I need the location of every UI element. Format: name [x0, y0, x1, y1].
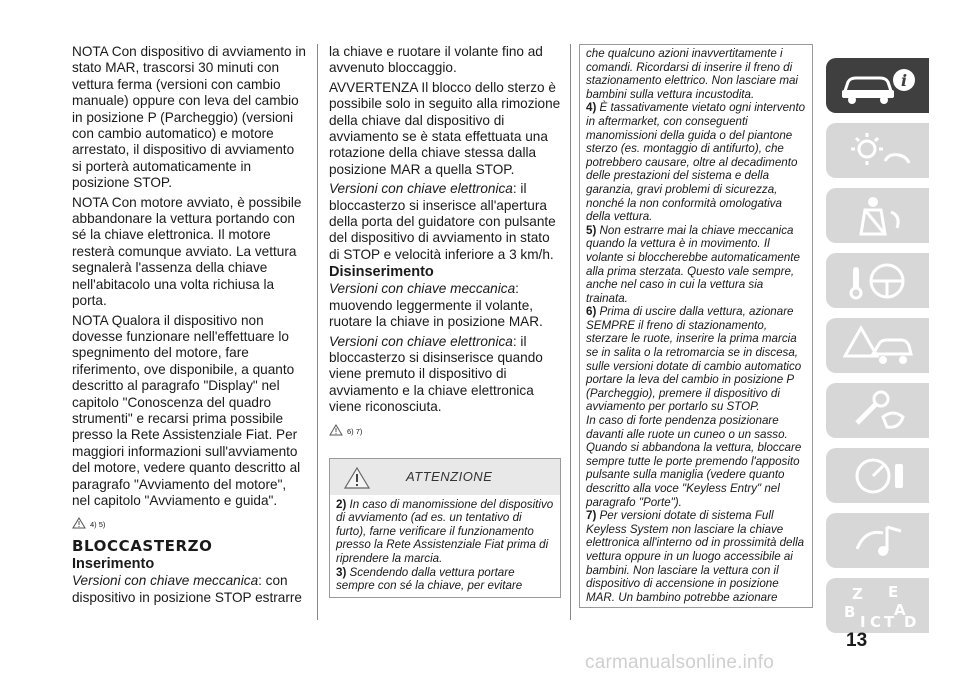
- svg-text:i: i: [900, 70, 907, 90]
- chapter-tabs: [826, 58, 929, 643]
- svg-text:D: D: [903, 612, 916, 631]
- svg-text:Z: Z: [851, 584, 863, 603]
- variant-label: Versioni con chiave meccanica: [72, 573, 259, 589]
- note-paragraph: NOTA Qualora il dispositivo non dovesse funzionare nell'effettuare lo spegnimento del motore, fare riferimento, ove disponibile, a quanto descritto al paragrafo "Display" nel capitolo "Conoscenza del quadro strumenti" e recarsi prima possibile presso la Rete Assistenziale Fiat. Per maggiori informazioni sull'avviamento del motore, vedere quanto descritto al paragrafo "Avviamento del motore", nel capitolo "Avviamento e guida".: [72, 312, 301, 508]
- steering-wheel-key-icon: [843, 259, 913, 303]
- note-number: 5): [586, 223, 597, 237]
- column-divider: [570, 44, 571, 620]
- note-number: 6): [586, 305, 597, 319]
- variant-label: Versioni con chiave elettronica: [329, 181, 513, 197]
- tab-safety[interactable]: [826, 188, 929, 243]
- specs-gauge-icon: [843, 454, 913, 498]
- refs-text: 6) 7): [347, 426, 363, 436]
- body-paragraph: la chiave e ruotare il volante fino ad avvenuto bloccaggio.: [329, 44, 543, 76]
- media-music-icon: [843, 519, 913, 563]
- alphabet-index-icon: [838, 581, 918, 631]
- note-text: Scendendo dalla vettura portare sempre con sé la chiave, per evitare: [336, 565, 523, 593]
- text-column-3: [579, 44, 813, 608]
- tab-car-info[interactable]: [826, 58, 929, 113]
- tab-specs[interactable]: [826, 448, 929, 503]
- svg-text:I: I: [859, 612, 866, 631]
- warning-triangle-icon: [344, 467, 370, 489]
- subheading: Inserimento: [72, 556, 155, 573]
- note-number: 2): [336, 497, 347, 511]
- body-text: : muovendo leggermente il volante, ruotare la chiave in posizione MAR.: [329, 281, 543, 330]
- svg-text:T: T: [883, 612, 894, 631]
- note-text: Prima di uscire dalla vettura, azionare SEMPRE il freno di stazionamento, sterzare le ruote, inserire la prima marcia se in salita o la retromarcia se in discesa, sulle versioni dotate di cambio automatico portare la leva del cambio in posizione P (Parcheggio), premere il dispositivo di avviamento per portarlo su STOP.: [586, 305, 802, 414]
- page-number: 13: [846, 630, 868, 651]
- car-info-icon: [838, 66, 918, 106]
- variant-label: Versioni con chiave meccanica: [329, 281, 516, 297]
- subheading: Disinserimento: [329, 264, 434, 281]
- attention-header: [330, 459, 560, 495]
- attention-box: [329, 458, 561, 598]
- column-divider: [317, 44, 318, 620]
- tab-dashboard-lights[interactable]: [826, 123, 929, 178]
- svg-text:E: E: [887, 582, 898, 601]
- attention-title: ATTENZIONE: [406, 469, 493, 485]
- warning-refs: [72, 511, 306, 529]
- note-text: che qualcuno azioni inavvertitamente i comandi. Ricordarsi di inserire il freno di stazionamento elettrico. Non lasciare mai bambini sulla vettura incustodita.: [586, 47, 799, 101]
- text-column-1: [72, 44, 306, 606]
- body-text: : il bloccasterzo si disinserisce quando viene premuto il dispositivo di avviamento e la chiave elettronica viene riconosciuta.: [329, 333, 543, 415]
- note-number: 7): [586, 509, 597, 523]
- note-text: È tassativamente vietato ogni intervento in aftermarket, con conseguenti manomissioni della guida o del piantone sterzo (es. montaggio di antifurto), che potrebbero causare, oltre al decadimento delle prestazioni del sistema e della garanzia, gravi problemi di sicurezza, nonché la non conformità omologativa della vettura.: [586, 101, 806, 224]
- note-paragraph: NOTA Con motore avviato, è possibile abbandonare la vettura portando con sé la chiave elettronica. Il motore resterà comunque avviato. La vettura segnalerà l'assenza della chiave nell'abitacolo una volta richiusa la porta.: [72, 194, 302, 309]
- tab-index[interactable]: [826, 578, 929, 633]
- note-text: In caso di manomissione del dispositivo di avviamento (ad es. un tentativo di furto), farne verificare il funzionamento presso la Rete Assistenziale Fiat prima di riprendere la marcia.: [336, 497, 554, 565]
- note-text: In caso di forte pendenza posizionare davanti alle ruote un cuneo o un sasso. Quando si abbandona la vettura, bloccare sempre tutte le porte premendo l'apposito pulsante sulla maniglia (vedere quanto descritto alla voce "Keyless Entry" nel paragrafo "Porte").: [586, 414, 802, 509]
- svg-text:B: B: [843, 602, 855, 621]
- body-text: : il bloccasterzo si inserisce all'apertura della porta del guidatore con pulsante del dispositivo di avviamento in stato di STOP e velocità inferiore a 3 km/h.: [329, 181, 556, 262]
- tab-start-drive[interactable]: [826, 253, 929, 308]
- note-text: Per versioni dotate di sistema Full Keyless System non lasciare la chiave elettronica all'interno od in prossimità della vettura oppure in un luogo accessibile ai bambini. Non lasciare la vettura con il dispositivo di accensione in posizione MAR. Un bambino potrebbe azionare: [586, 509, 805, 604]
- svg-text:A: A: [893, 600, 906, 619]
- body-text: : con dispositivo in posizione STOP estrarre: [72, 573, 302, 605]
- note-number: 3): [336, 565, 347, 579]
- tab-maintenance[interactable]: [826, 383, 929, 438]
- section-heading: BLOCCASTERZO: [72, 537, 213, 556]
- refs-text: 4) 5): [90, 520, 106, 530]
- attention-body: [330, 495, 560, 597]
- attention-box-continued: [579, 44, 813, 608]
- text-column-2: [329, 44, 561, 598]
- tab-multimedia[interactable]: [826, 513, 929, 568]
- watermark: carmanualsonline.info: [585, 652, 775, 673]
- note-number: 4): [586, 101, 597, 115]
- variant-label: Versioni con chiave elettronica: [329, 333, 513, 349]
- body-paragraph: AVVERTENZA Il blocco dello sterzo è possibile solo in seguito alla rimozione della chiave dal dispositivo di avviamento se è stata effettuata una rotazione della chiave stessa dalla posizione MAR a quella STOP.: [329, 79, 561, 177]
- warning-car-icon: [843, 324, 913, 368]
- wrench-service-icon: [843, 389, 913, 433]
- warning-triangle-icon: [329, 424, 343, 436]
- tab-emergency[interactable]: [826, 318, 929, 373]
- note-paragraph: NOTA Con dispositivo di avviamento in stato MAR, trascorsi 30 minuti con vettura ferma (versioni con cambio manuale) oppure con leva del cambio in posizione P (Parcheggio) (versioni con cambio automatico) e motore arrestato, il dispositivo di avviamento si porterà automaticamente in posizione STOP.: [72, 44, 306, 191]
- warning-triangle-icon: [72, 517, 86, 529]
- seatbelt-airbag-icon: [843, 194, 913, 238]
- dashboard-lights-icon: [843, 131, 913, 171]
- warning-refs: [329, 418, 561, 436]
- svg-text:C: C: [869, 612, 881, 631]
- note-text: Non estrarre mai la chiave meccanica quando la vettura è in movimento. Il volante si bloccherebbe automaticamente alla prima sterzata. Questo vale sempre, anche nel caso in cui la vettura sia trainata.: [586, 223, 800, 305]
